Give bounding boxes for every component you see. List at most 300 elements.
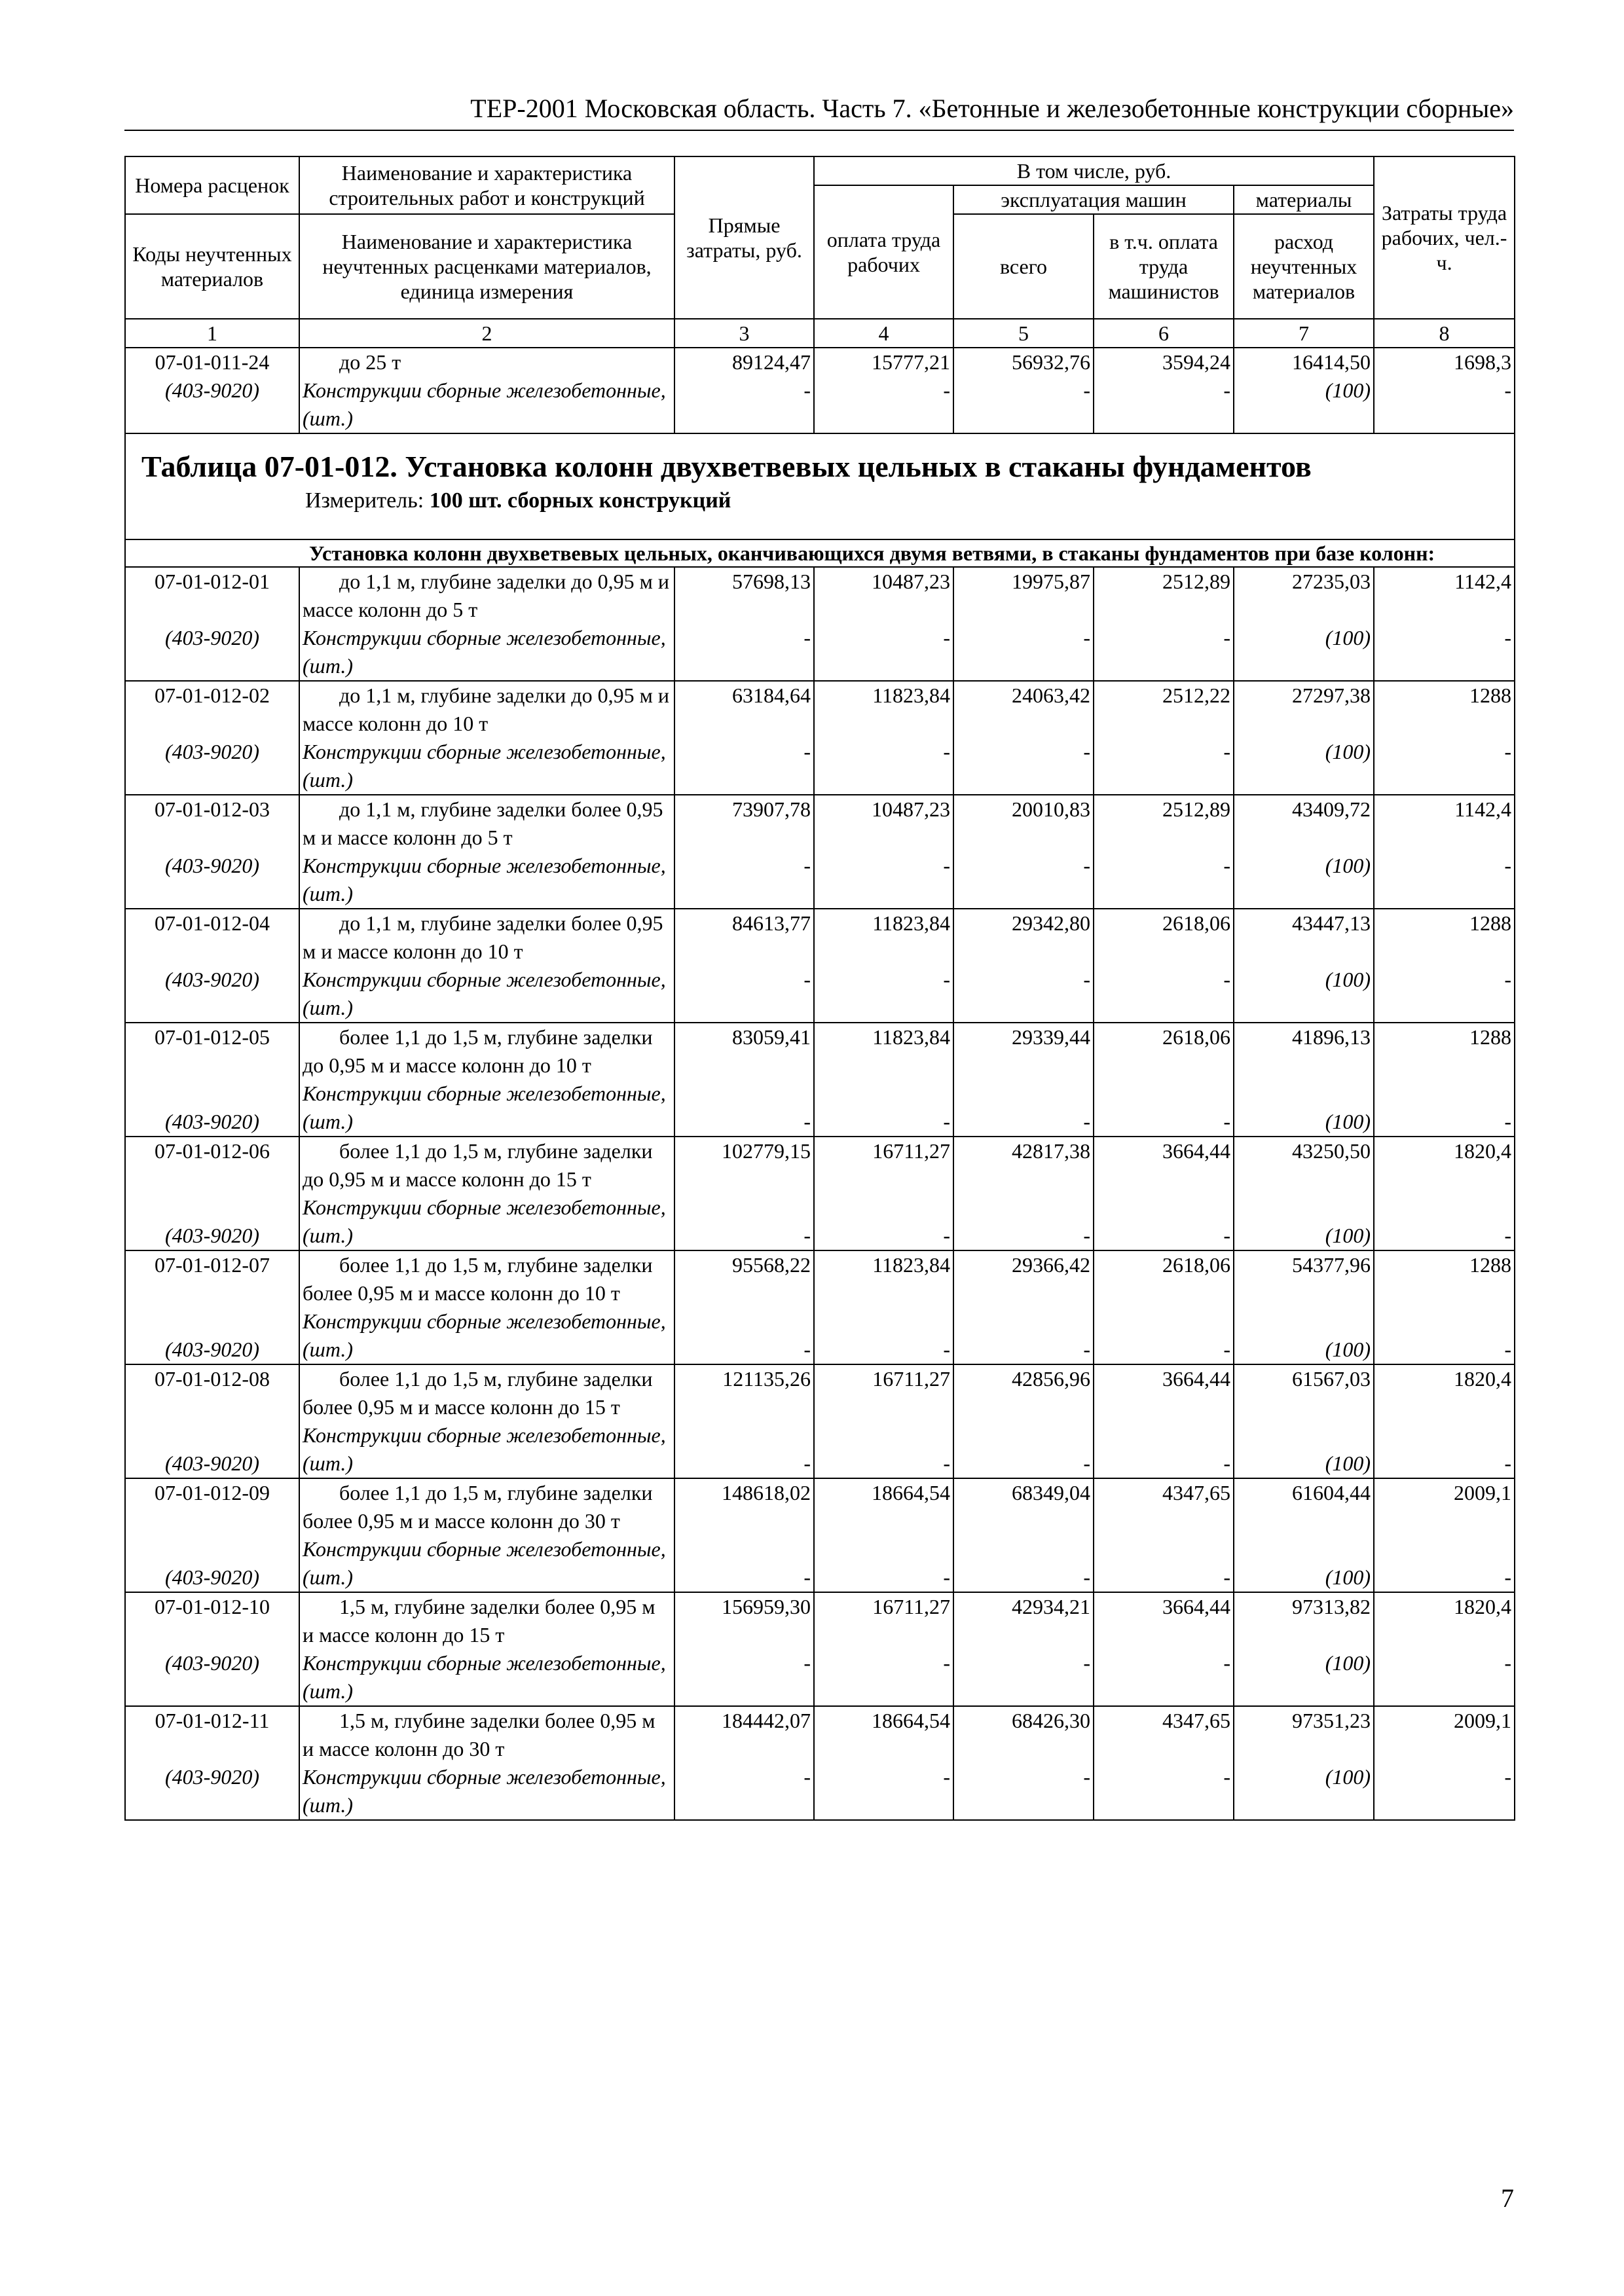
dash: - [1504,1338,1512,1361]
rate-name: до 1,1 м, глубине заделки более 0,95 м и массе колонн до 10 т [303,911,663,963]
materials-cost: 41896,13 [1292,1025,1371,1049]
dash: - [943,1338,950,1361]
materials-cost: 54377,96 [1292,1253,1371,1277]
direct-cost: 184442,07 [722,1709,811,1732]
material-code: (403-9020) [165,1451,259,1475]
rate-name: до 25 т [339,350,401,374]
col7-header: расход неучтенных материалов [1234,214,1374,319]
direct-cost: 89124,47 [732,350,811,374]
machinists-cost-cell [1094,567,1234,681]
material-qty: (100) [1325,1651,1371,1675]
material-code: (403-9020) [165,854,259,877]
labor-cost: 11823,84 [872,911,950,935]
rate-name: до 1,1 м, глубине заделки до 0,95 м и массе колонн до 5 т [303,570,669,621]
materials-cost-cell [1234,348,1374,433]
column-number: 5 [953,319,1094,348]
materials-cost: 61567,03 [1292,1367,1371,1391]
machinists-cost-cell [1094,1706,1234,1820]
labor-hours-cell [1374,1250,1515,1364]
rate-name-cell [299,1592,674,1706]
rate-name: 1,5 м, глубине заделки более 0,95 м и массе колонн до 15 т [303,1595,655,1647]
rate-code-cell [125,1364,299,1478]
machinists-cost-cell [1094,681,1234,795]
rate-name-cell [299,1137,674,1250]
labor-cost: 16711,27 [872,1139,950,1163]
rate-name: более 1,1 до 1,5 м, глубине заделки более 0,95 м и массе колонн до 10 т [303,1253,653,1305]
table-title: Таблица 07-01-012. Установка колонн двухветвевых цельных в стаканы фундаментов [141,450,1312,483]
rate-code: 07-01-012-02 [155,683,270,707]
materials-cost: 27297,38 [1292,683,1371,707]
direct-cost-cell [674,681,814,795]
machinists-cost-cell [1094,1137,1234,1250]
column-numbers-row [125,319,1515,348]
dash: - [803,1451,811,1475]
machines-cost-cell [953,681,1094,795]
rate-name-cell [299,1023,674,1137]
machines-cost: 68426,30 [1012,1709,1090,1732]
dash: - [803,1110,811,1133]
materials-cost-cell [1234,1250,1374,1364]
machines-cost: 20010,83 [1012,797,1090,821]
materials-cost: 43409,72 [1292,797,1371,821]
table-row [125,1706,1515,1820]
rate-code: 07-01-012-04 [155,911,270,935]
material-qty: (100) [1325,1765,1371,1789]
column-number: 4 [814,319,953,348]
dash: - [943,1224,950,1247]
dash: - [1083,378,1090,402]
measure-value: 100 шт. сборных конструкций [429,488,731,513]
direct-cost: 95568,22 [732,1253,811,1277]
material-code: (403-9020) [165,968,259,991]
machines-cost-cell [953,909,1094,1023]
direct-cost-cell [674,1137,814,1250]
labor-hours-cell [1374,1364,1515,1478]
rate-code-cell [125,909,299,1023]
rate-name: до 1,1 м, глубине заделки более 0,95 м и массе колонн до 5 т [303,797,663,849]
table-row [125,1592,1515,1706]
direct-cost-cell [674,909,814,1023]
table-row [125,1364,1515,1478]
labor-cost: 10487,23 [872,570,950,593]
labor-hours: 1820,4 [1454,1367,1512,1391]
dash: - [1504,1110,1512,1133]
header-title: ТЕР-2001 Московская область. Часть 7. «Бетонные и железобетонные конструкции сборные» [470,94,1514,123]
table-header [125,156,1515,348]
dash: - [943,1451,950,1475]
machinists-cost: 4347,65 [1162,1481,1230,1504]
rate-code-cell [125,567,299,681]
rate-code: 07-01-012-10 [155,1595,270,1618]
column-number: 1 [125,319,299,348]
machinists-cost: 2512,22 [1162,683,1230,707]
material-qty: (100) [1325,1224,1371,1247]
machinists-cost: 2618,06 [1162,911,1230,935]
table-row [125,1478,1515,1592]
table-row [125,1137,1515,1250]
machinists-cost: 4347,65 [1162,1709,1230,1732]
materials-header: материалы [1234,185,1374,214]
materials-cost-cell [1234,1706,1374,1820]
dash: - [1223,1338,1230,1361]
dash: - [1223,1765,1230,1789]
machines-cost: 29339,44 [1012,1025,1090,1049]
materials-cost: 27235,03 [1292,570,1371,593]
machines-cost: 68349,04 [1012,1481,1090,1504]
machines-cost: 29342,80 [1012,911,1090,935]
materials-cost-cell [1234,567,1374,681]
material-name: Конструкции сборные железобетонные, (шт.) [303,1765,666,1817]
labor-hours-cell [1374,1478,1515,1592]
labor-hours: 2009,1 [1454,1709,1512,1732]
incl-header: В том числе, руб. [814,156,1374,185]
labor-hours-cell [1374,1023,1515,1137]
material-name: Конструкции сборные железобетонные, (шт.) [303,968,666,1019]
materials-cost-cell [1234,1478,1374,1592]
machines-cost-cell [953,1023,1094,1137]
material-name: Конструкции сборные железобетонные, (шт.) [303,1195,666,1247]
labor-cost: 11823,84 [872,1025,950,1049]
materials-cost-cell [1234,681,1374,795]
group-title: Установка колонн двухветвевых цельных, оканчивающихся двумя ветвями, в стаканы фундаментов при базе колонн: [125,539,1515,567]
direct-cost-cell [674,1364,814,1478]
material-qty: (100) [1325,968,1371,991]
labor-cost: 18664,54 [872,1481,950,1504]
rate-code: 07-01-012-08 [155,1367,270,1391]
machines-cost-cell [953,1592,1094,1706]
material-code: (403-9020) [165,1651,259,1675]
machinists-cost-cell [1094,1250,1234,1364]
col1-bottom-header: Коды неучтенных материалов [125,214,299,319]
material-qty: (100) [1325,1338,1371,1361]
labor-cost: 18664,54 [872,1709,950,1732]
labor-cost-cell [814,1250,953,1364]
labor-hours-cell [1374,1592,1515,1706]
materials-cost: 61604,44 [1292,1481,1371,1504]
col5-header: всего [953,214,1094,319]
machinists-cost: 2512,89 [1162,570,1230,593]
material-name: Конструкции сборные железобетонные, (шт.) [303,1651,666,1703]
dash: - [1223,854,1230,877]
dash: - [1504,1565,1512,1589]
dash: - [803,626,811,649]
dash: - [1223,1451,1230,1475]
dash: - [1223,968,1230,991]
table-row [125,795,1515,909]
rate-name-cell [299,348,674,433]
dash: - [1083,740,1090,763]
material-name: Конструкции сборные железобетонные, (шт.) [303,740,666,792]
labor-hours: 1288 [1469,683,1512,707]
rate-name-cell [299,909,674,1023]
machinists-cost: 2512,89 [1162,797,1230,821]
direct-cost: 102779,15 [722,1139,811,1163]
rate-name-cell [299,1706,674,1820]
dash: - [803,1565,811,1589]
rate-name-cell [299,1478,674,1592]
table-title-row [125,433,1515,539]
col4-header: оплата труда рабочих [814,185,953,319]
material-qty: (100) [1325,854,1371,877]
rate-code-cell [125,1706,299,1820]
labor-hours-cell [1374,909,1515,1023]
rate-name: более 1,1 до 1,5 м, глубине заделки до 0,95 м и массе колонн до 10 т [303,1025,653,1077]
rate-name-cell [299,681,674,795]
machinists-cost-cell [1094,1364,1234,1478]
rate-code-cell [125,795,299,909]
dash: - [943,1765,950,1789]
dash: - [1504,626,1512,649]
rate-code-cell [125,1137,299,1250]
direct-cost: 156959,30 [722,1595,811,1618]
dash: - [1083,1765,1090,1789]
materials-cost: 97313,82 [1292,1595,1371,1618]
machines-cost-cell [953,1706,1094,1820]
material-name: Конструкции сборные железобетонные, (шт.) [303,1082,666,1133]
machinists-cost: 3594,24 [1162,350,1230,374]
rate-code: 07-01-012-06 [155,1139,270,1163]
dash: - [1083,1651,1090,1675]
machines-cost-cell [953,1250,1094,1364]
dash: - [943,740,950,763]
materials-cost: 43250,50 [1292,1139,1371,1163]
materials-cost: 43447,13 [1292,911,1371,935]
dash: - [1504,1224,1512,1247]
column-number: 8 [1374,319,1515,348]
labor-cost-cell [814,567,953,681]
labor-cost: 16711,27 [872,1367,950,1391]
direct-cost: 73907,78 [732,797,811,821]
machines-cost-cell [953,567,1094,681]
labor-cost-cell [814,1023,953,1137]
rate-code: 07-01-012-11 [155,1709,270,1732]
dash: - [1223,1565,1230,1589]
material-name: Конструкции сборные железобетонные, (шт.) [303,626,666,678]
material-code: (403-9020) [165,1765,259,1789]
dash: - [943,626,950,649]
material-qty: (100) [1325,1110,1371,1133]
machinists-cost-cell [1094,909,1234,1023]
direct-cost: 83059,41 [732,1025,811,1049]
rate-code-cell [125,681,299,795]
rate-name: 1,5 м, глубине заделки более 0,95 м и массе колонн до 30 т [303,1709,655,1760]
labor-cost-cell [814,348,953,433]
table-row [125,681,1515,795]
labor-hours: 1288 [1469,911,1512,935]
dash: - [803,1338,811,1361]
labor-cost-cell [814,1706,953,1820]
labor-cost: 10487,23 [872,797,950,821]
machinists-cost-cell [1094,1478,1234,1592]
labor-hours: 2009,1 [1454,1481,1512,1504]
direct-cost-cell [674,1250,814,1364]
dash: - [1223,378,1230,402]
labor-cost-cell [814,681,953,795]
dash: - [943,968,950,991]
dash: - [1083,1110,1090,1133]
labor-cost-cell [814,1592,953,1706]
materials-cost-cell [1234,1592,1374,1706]
direct-cost: 121135,26 [722,1367,811,1391]
column-number: 7 [1234,319,1374,348]
labor-hours: 1820,4 [1454,1595,1512,1618]
dash: - [943,1565,950,1589]
col8-header: Затраты труда рабочих, чел.-ч. [1374,156,1515,319]
price-table [124,156,1515,1821]
rate-code-cell [125,1023,299,1137]
machinists-cost-cell [1094,795,1234,909]
rate-code-cell [125,1478,299,1592]
dash: - [1504,1451,1512,1475]
machinists-cost: 3664,44 [1162,1367,1230,1391]
labor-cost-cell [814,1137,953,1250]
dash: - [803,968,811,991]
materials-cost-cell [1234,1137,1374,1250]
page-number: 7 [1501,2183,1514,2213]
machinists-cost: 2618,06 [1162,1253,1230,1277]
material-code: (403-9020) [165,378,259,402]
direct-cost: 84613,77 [732,911,811,935]
dash: - [943,1651,950,1675]
labor-hours-cell [1374,348,1515,433]
machinists-cost-cell [1094,1592,1234,1706]
dash: - [1083,968,1090,991]
dash: - [1083,1565,1090,1589]
dash: - [1504,740,1512,763]
direct-cost: 148618,02 [722,1481,811,1504]
direct-cost-cell [674,1478,814,1592]
material-code: (403-9020) [165,626,259,649]
dash: - [943,854,950,877]
rate-code: 07-01-012-01 [155,570,270,593]
labor-hours-cell [1374,1706,1515,1820]
column-number: 3 [674,319,814,348]
rate-name-cell [299,1250,674,1364]
dash: - [1083,1338,1090,1361]
table-row [125,909,1515,1023]
machines-header: эксплуатация машин [953,185,1234,214]
rate-code: 07-01-012-09 [155,1481,270,1504]
machinists-cost: 3664,44 [1162,1595,1230,1618]
materials-cost-cell [1234,1023,1374,1137]
material-code: (403-9020) [165,1338,259,1361]
direct-cost-cell [674,1706,814,1820]
labor-hours: 1142,4 [1454,570,1512,593]
table-row [125,1023,1515,1137]
dash: - [803,378,811,402]
col1-top-header: Номера расценок [125,156,299,214]
materials-cost: 97351,23 [1292,1709,1371,1732]
machines-cost: 24063,42 [1012,683,1090,707]
machines-cost: 42856,96 [1012,1367,1090,1391]
labor-hours-cell [1374,1137,1515,1250]
direct-cost: 57698,13 [732,570,811,593]
materials-cost-cell [1234,1364,1374,1478]
material-code: (403-9020) [165,1224,259,1247]
machines-cost: 42817,38 [1012,1139,1090,1163]
material-qty: (100) [1325,1565,1371,1589]
dash: - [1223,626,1230,649]
labor-hours-cell [1374,681,1515,795]
dash: - [943,1110,950,1133]
rate-name: более 1,1 до 1,5 м, глубине заделки более 0,95 м и массе колонн до 15 т [303,1367,653,1419]
machines-cost: 56932,76 [1012,350,1090,374]
direct-cost-cell [674,348,814,433]
dash: - [1223,1651,1230,1675]
table-title-cell [125,433,1515,539]
dash: - [943,378,950,402]
dash: - [803,1765,811,1789]
table-row-prev [125,348,1515,433]
material-qty: (100) [1325,740,1371,763]
labor-hours: 1142,4 [1454,797,1512,821]
materials-cost-cell [1234,909,1374,1023]
dash: - [1083,854,1090,877]
dash: - [803,1651,811,1675]
rate-name-cell [299,795,674,909]
direct-cost-cell [674,1592,814,1706]
rate-code-cell [125,1592,299,1706]
dash: - [803,740,811,763]
dash: - [1083,1224,1090,1247]
direct-cost-cell [674,567,814,681]
machines-cost-cell [953,1364,1094,1478]
running-header [124,93,1514,131]
machines-cost-cell [953,348,1094,433]
material-name: Конструкции сборные железобетонные, (шт.) [303,378,666,430]
dash: - [803,854,811,877]
table-row [125,1250,1515,1364]
col2-bottom-header: Наименование и характеристика неучтенных расценками материалов, единица измерения [299,214,674,319]
machines-cost-cell [953,1137,1094,1250]
rate-code: 07-01-011-24 [155,350,270,374]
measure [141,486,1498,515]
rate-name-cell [299,567,674,681]
rate-code: 07-01-012-07 [155,1253,270,1277]
dash: - [1223,1110,1230,1133]
rate-code: 07-01-012-03 [155,797,270,821]
machines-cost-cell [953,795,1094,909]
labor-cost: 15777,21 [872,350,950,374]
material-qty: (100) [1325,378,1371,402]
labor-cost-cell [814,909,953,1023]
dash: - [1504,854,1512,877]
material-qty: (100) [1325,626,1371,649]
labor-cost: 11823,84 [872,683,950,707]
direct-cost-cell [674,1023,814,1137]
group-title-row [125,539,1515,567]
dash: - [1504,378,1512,402]
material-code: (403-9020) [165,1565,259,1589]
labor-hours: 1288 [1469,1253,1512,1277]
dash: - [1083,1451,1090,1475]
materials-cost-cell [1234,795,1374,909]
labor-hours: 1820,4 [1454,1139,1512,1163]
dash: - [1083,626,1090,649]
rate-name: до 1,1 м, глубине заделки до 0,95 м и массе колонн до 10 т [303,683,669,735]
material-name: Конструкции сборные железобетонные, (шт.) [303,854,666,905]
dash: - [1504,968,1512,991]
material-code: (403-9020) [165,1110,259,1133]
machinists-cost: 2618,06 [1162,1025,1230,1049]
labor-cost-cell [814,1478,953,1592]
labor-cost-cell [814,1364,953,1478]
column-number: 2 [299,319,674,348]
machines-cost: 42934,21 [1012,1595,1090,1618]
rate-name: более 1,1 до 1,5 м, глубине заделки более 0,95 м и массе колонн до 30 т [303,1481,653,1533]
direct-cost-cell [674,795,814,909]
labor-cost-cell [814,795,953,909]
